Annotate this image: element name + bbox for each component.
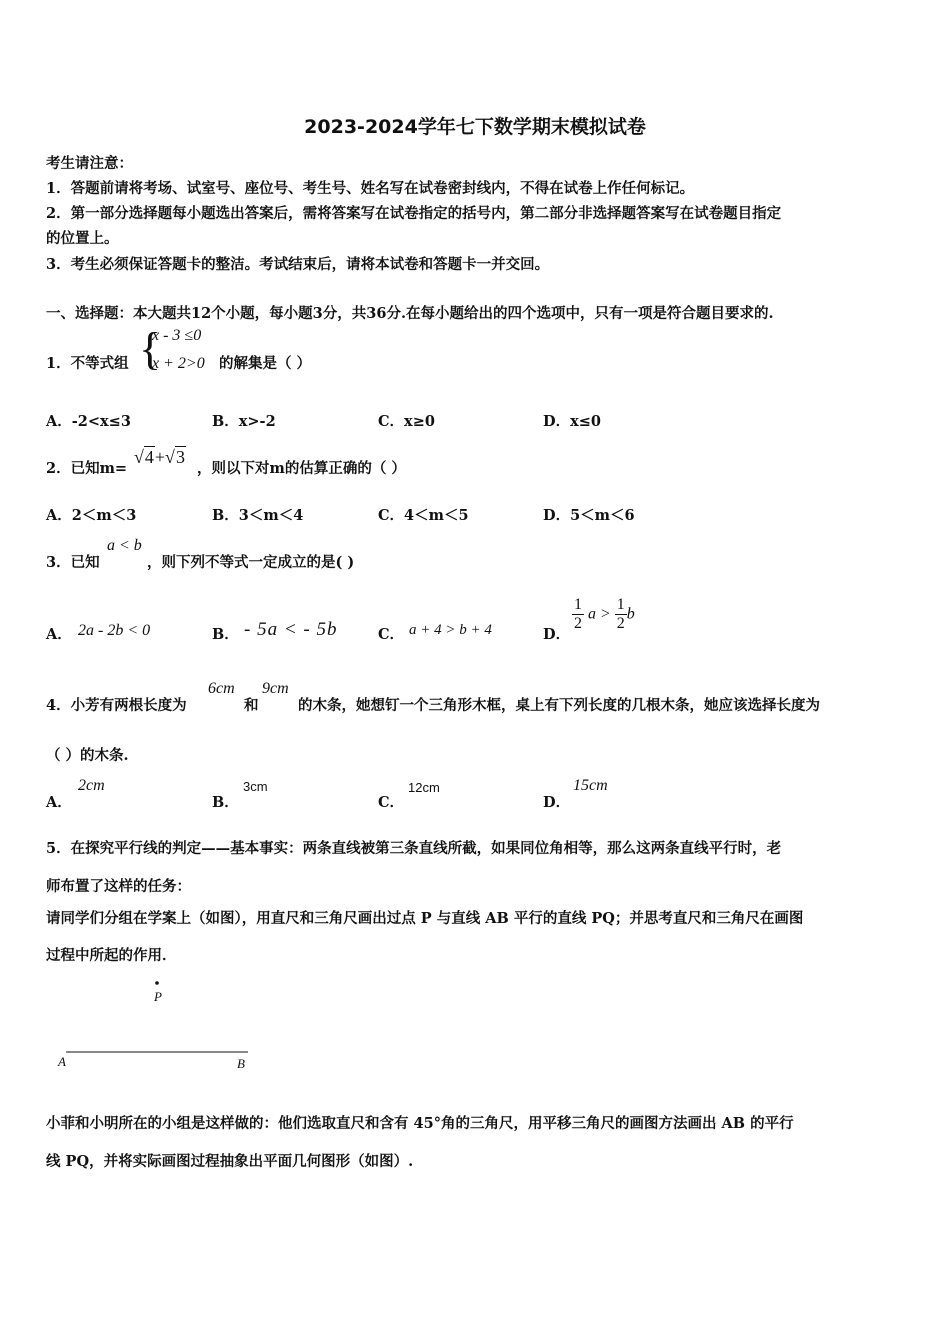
q4-option-a-value: 2cm [78,777,105,794]
q4-option-a-label: A． [46,794,72,811]
q3-prefix: 3．已知 [46,554,100,571]
q4-option-c-label: C． [378,794,405,811]
notice-line-2a: 2．第一部分选择题每小题选出答案后，需将答案写在试卷指定的括号内，第二部分非选择题答案写在试卷题目指定 [46,205,782,222]
notice-line-3: 3．考生必须保证答题卡的整洁。考试结束后，请将本试卷和答题卡一并交回。 [46,256,550,273]
q5-line-5: 小菲和小明所在的小组是这样做的：他们选取直尺和含有 45°角的三角尺，用平移三角尺的画图方法画出 AB 的平行 [46,1115,794,1132]
q2-option-c: C．4＜m＜5 [378,507,469,524]
q4-option-d-value: 15cm [573,777,608,794]
q1-inequality-2: x + 2>0 [152,355,205,372]
q2-radical-expression: √4+√3 [134,447,185,467]
q3-option-c-label: C． [378,626,405,643]
q5-line-2: 师布置了这样的任务： [46,878,191,895]
q4-suffix: 的木条，她想钉一个三角形木框，桌上有下列长度的几根木条，她应该选择长度为 [298,697,820,714]
q2-suffix: ，则以下对m的估算正确的（ ） [197,460,406,477]
q3-option-b-label: B． [212,626,239,643]
q3-option-a-label: A． [46,626,72,643]
q3-option-d-value: $\frac{1}{2}$ a > $\frac{1}{2}$ b [574,596,635,632]
q1-prefix: 1．不等式组 [46,355,129,372]
q2-prefix: 2．已知m= [46,460,128,477]
q4-prefix: 4．小芳有两根长度为 [46,697,187,714]
q4-length-2: 9cm [262,680,289,697]
q4-line-2: （ ）的木条. [46,747,129,764]
q1-option-d: D．x≤0 [543,413,601,430]
q4-option-b-label: B． [212,794,239,811]
q3-option-b-value: - 5a < - 5b [244,619,338,640]
q3-option-d-label: D． [543,626,571,643]
q4-and: 和 [244,697,259,714]
notice-line-2b: 的位置上。 [46,230,119,247]
q5-line-1: 5．在探究平行线的判定——基本事实：两条直线被第三条直线所截，如果同位角相等，那么这两条直线平行时，老 [46,840,782,857]
q5-point-a-label: A [58,1054,66,1069]
q3-condition: a < b [107,537,142,554]
q3-suffix: ，则下列不等式一定成立的是( ) [147,554,355,571]
q5-line-4: 过程中所起的作用． [46,947,177,964]
q5-line-3: 请同学们分组在学案上（如图），用直尺和三角尺画出过点 P 与直线 AB 平行的直线 PQ；并思考直尺和三角尺在画图 [46,910,804,927]
q1-option-a: A．-2<x≤3 [46,413,131,430]
q3-option-a-value: 2a - 2b < 0 [78,622,151,639]
q5-point-b-label: B [237,1056,245,1071]
q1-option-c: C．x≥0 [378,413,435,430]
q5-point-p-label: P [154,989,162,1004]
q4-length-1: 6cm [208,680,235,697]
q4-option-b-value: 3cm [243,779,268,794]
q4-option-d-label: D． [543,794,571,811]
q5-line-6: 线 PQ，并将实际画图过程抽象出平面几何图形（如图）. [46,1153,414,1170]
notice-heading: 考生请注意： [46,155,133,172]
q1-suffix: 的解集是（ ） [219,355,312,372]
q2-option-d: D．5＜m＜6 [543,507,635,524]
q2-option-a: A．2＜m＜3 [46,507,137,524]
q1-inequality-1: x - 3 ≤0 [152,327,202,344]
point-p-dot [155,981,159,985]
q1-option-b: B．x>-2 [212,413,276,430]
q2-option-b: B．3＜m＜4 [212,507,304,524]
section-heading: 一、选择题：本大题共12个小题，每小题3分，共36分.在每小题给出的四个选项中，只有一项是符合题目要求的. [46,305,774,322]
notice-line-1: 1．答题前请将考场、试室号、座位号、考生号、姓名写在试卷密封线内，不得在试卷上作任何标记。 [46,180,695,197]
q3-option-c-value: a + 4 > b + 4 [409,622,492,638]
q1-brace: { [139,323,162,374]
page-title: 2023-2024学年七下数学期末模拟试卷 [304,116,646,138]
q4-option-c-value: 12cm [408,780,440,795]
